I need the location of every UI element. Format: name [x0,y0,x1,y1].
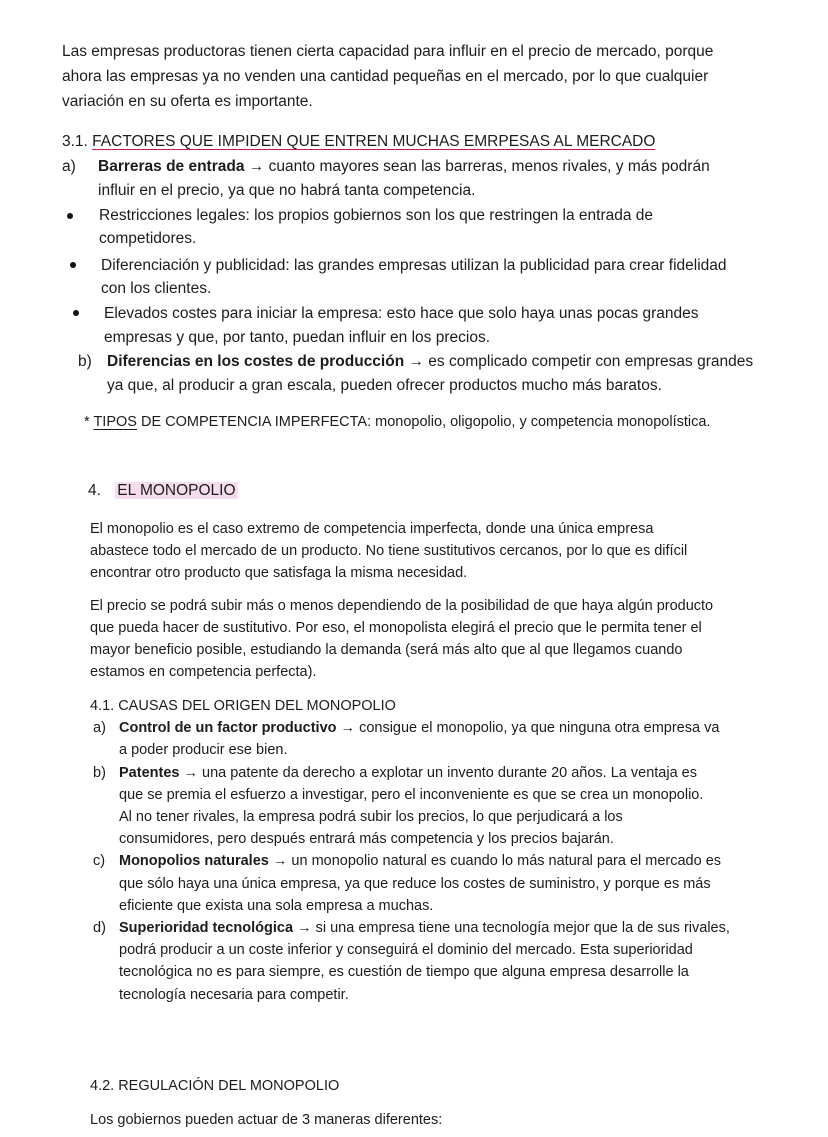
list-marker: d) [93,920,106,936]
arrow-icon: → [408,353,424,370]
section-number: 4. [88,482,101,499]
bullet-item-text: Diferenciación y publicidad: las grandes empresas utilizan la publicidad para crear fidelidad [101,257,727,274]
types-note [84,412,710,432]
item-text: a poder producir ese bien. [119,742,288,758]
item-text: tecnológica no es para siempre, es cuestión de tiempo que alguna empresa desarrolle la [119,964,689,980]
item-text: tecnología necesaria para competir. [119,987,349,1003]
term: Barreras de entrada [98,158,245,175]
arrow-icon: → [248,158,265,175]
paragraph-line: El precio se podrá subir más o menos dependiendo de la posibilidad de que haya algún producto [90,598,714,614]
item-text: consigue el monopolio, ya que ninguna otra empresa va [359,720,720,736]
item-text: una patente da derecho a explotar un invento durante 20 años. La ventaja es [202,765,697,781]
term: Monopolios naturales [119,853,269,869]
list-marker: b) [93,765,106,781]
arrow-icon: → [297,920,312,936]
note-text: DE COMPETENCIA IMPERFECTA: monopolio, oligopolio, y competencia monopolística. [140,414,711,430]
intro-line-3: variación en su oferta es importante. [62,93,313,110]
list-item [119,763,697,783]
item-text: un monopolio natural es cuando lo más natural para el mercado es [291,853,722,869]
item-text: cuanto mayores sean las barreras, menos rivales, y más podrán [268,158,710,175]
bullet-icon [73,310,79,316]
list-marker: a) [93,720,106,736]
term: Patentes [119,765,180,781]
list-marker: c) [93,853,106,869]
section-number: 3.1. [62,133,88,150]
paragraph-line: encontrar otro producto que satisfaga la misma necesidad. [90,565,468,581]
section-title: FACTORES QUE IMPIDEN QUE ENTREN MUCHAS EMRPESAS AL MERCADO [92,133,656,150]
asterisk: * [84,414,90,430]
bullet-icon [67,213,73,219]
paragraph-line: abastece todo el mercado de un producto. No tiene sustitutivos cercanos, por lo que es difícil [90,543,688,559]
list-marker: b) [78,353,92,370]
intro-line-1: Las empresas productoras tienen cierta capacidad para influir en el precio de mercado, porque [62,43,714,60]
list-marker: a) [62,158,76,175]
term: Diferencias en los costes de producción [107,353,405,370]
note-keyword: TIPOS [93,414,137,430]
intro-line-2: ahora las empresas ya no venden una cantidad pequeñas en el mercado, por lo que cualquier [62,68,709,85]
list-item [119,718,719,738]
item-text: Al no tener rivales, la empresa podrá subir los precios, lo que perjudicará a los [119,809,623,825]
arrow-icon: → [340,720,356,736]
item-text: si una empresa tiene una tecnología mejor que la de sus rivales, [315,920,730,936]
paragraph-line: mayor beneficio posible, estudiando la demanda (será más alto que al que llegamos cuando [90,642,683,658]
bullet-item-text: Restricciones legales: los propios gobiernos son los que restringen la entrada de [99,207,654,224]
section-4-1-heading: 4.1. CAUSAS DEL ORIGEN DEL MONOPOLIO [90,698,396,714]
list-item [119,851,721,871]
list-item [98,157,710,177]
arrow-icon: → [183,765,198,781]
paragraph-line: que pueda hacer de sustitutivo. Por eso, el monopolista elegirá el precio que le permita tener el [90,620,702,636]
item-text: podrá producir a un coste inferior y conseguirá el dominio del mercado. Esta superioridad [119,942,693,958]
section-title: EL MONOPOLIO [117,482,236,499]
list-item [119,918,730,938]
bullet-item-text: con los clientes. [101,280,212,297]
list-item [107,352,753,372]
bullet-item-text: empresas y que, por tanto, puedan influir en los precios. [104,329,491,346]
term: Superioridad tecnológica [119,920,294,936]
item-text: es complicado competir con empresas grandes [428,353,754,370]
section-4-2-heading: 4.2. REGULACIÓN DEL MONOPOLIO [90,1078,340,1094]
section-3-1-heading [62,132,655,152]
paragraph-line: estamos en competencia perfecta). [90,664,317,680]
bullet-item-text: competidores. [99,230,197,247]
paragraph-line: El monopolio es el caso extremo de competencia imperfecta, donde una única empresa [90,521,654,537]
item-text: eficiente que exista una sola empresa a muchas. [119,898,434,914]
item-text: que sólo haya una única empresa, ya que reduce los costes de suministro, y porque es más [119,876,711,892]
item-text: influir en el precio, ya que no habrá tanta competencia. [98,182,476,199]
item-text: consumidores, pero después entrará más competencia y los precios bajarán. [119,831,614,847]
item-text: ya que, al producir a gran escala, pueden ofrecer productos mucho más baratos. [107,377,662,394]
section-4-heading [88,481,238,501]
arrow-icon: → [272,853,288,869]
bullet-icon [70,262,76,268]
bullet-item-text: Elevados costes para iniciar la empresa: esto hace que solo haya unas pocas grandes [104,305,699,322]
item-text: que se premia el esfuerzo a investigar, pero el inconveniente es que se crea un monopolio. [119,787,704,803]
term: Control de un factor productivo [119,720,337,736]
paragraph-line: Los gobiernos pueden actuar de 3 maneras diferentes: [90,1112,443,1128]
